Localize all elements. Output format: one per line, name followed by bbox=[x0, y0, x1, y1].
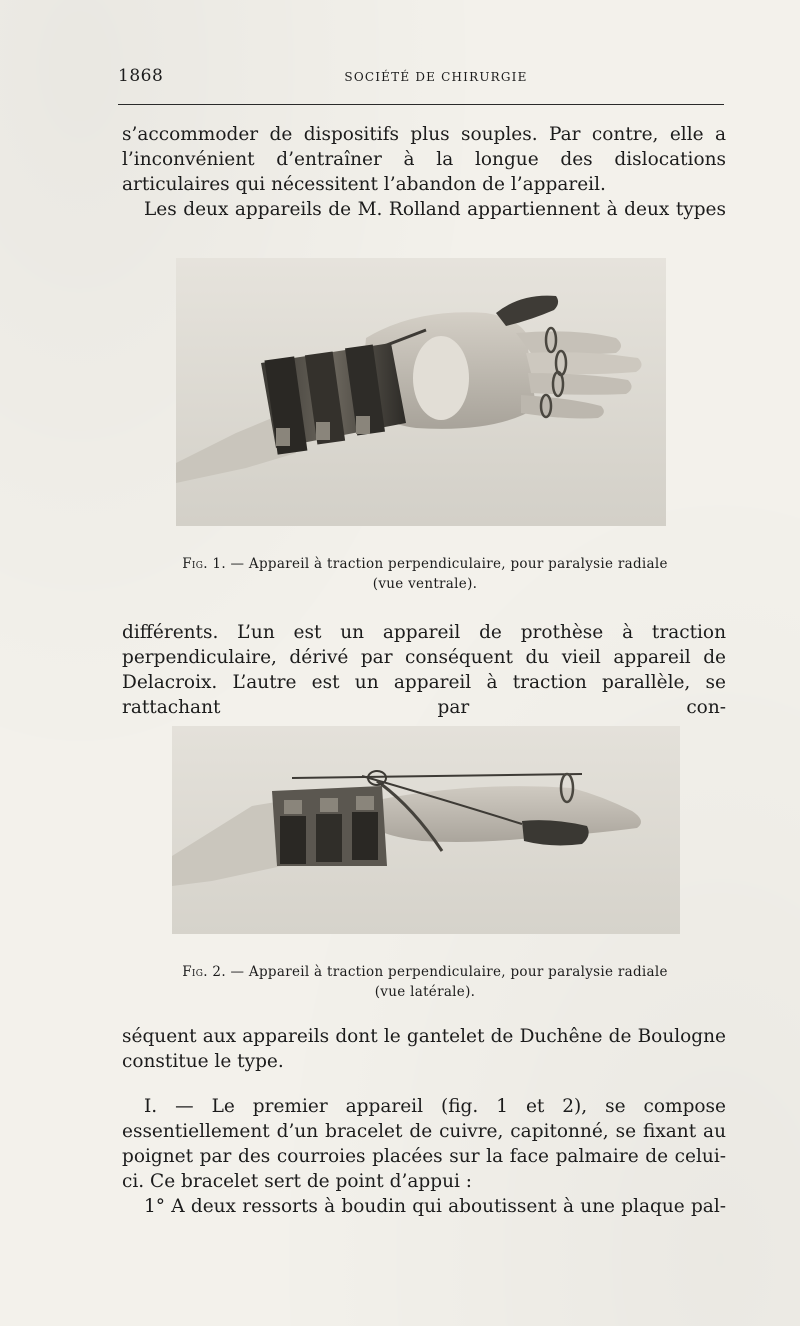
figure-1-label: Fig. 1. bbox=[182, 556, 226, 572]
running-head bbox=[118, 66, 724, 90]
figure-1-caption-line bbox=[130, 554, 720, 574]
text-block-bottom bbox=[122, 1024, 726, 1219]
paragraph-types-continued: différents. L’un est un appareil de prothèse à traction perpendiculaire, dérivé par conséquent du vieil appareil de Delacroix. L’autre est un appareil à traction parallèle, se rattachant par con- bbox=[122, 622, 726, 718]
journal-title: SOCIÉTÉ DE CHIRURGIE bbox=[344, 70, 528, 84]
paragraph-premier-appareil: I. — Le premier appareil (fig. 1 et 2), se compose essentiellement d’un bracelet de cuivre, capitonné, se fixant au poignet par des courroies placées sur la face palmaire de celui-ci. Ce bracelet sert de point d’appui : bbox=[122, 1096, 726, 1192]
paragraph-types: Les deux appareils de M. Rolland appartiennent à deux types bbox=[144, 199, 726, 220]
header-rule bbox=[118, 104, 724, 105]
paragraph-ressorts: 1° A deux ressorts à boudin qui aboutissent à une plaque pal- bbox=[144, 1196, 726, 1217]
page-number: 1868 bbox=[118, 66, 164, 86]
figure-2-label: Fig. 2. bbox=[182, 964, 226, 980]
figure-2-caption-text: — Appareil à traction perpendiculaire, pour paralysie radiale bbox=[230, 964, 668, 980]
figure-1-caption-text: — Appareil à traction perpendiculaire, pour paralysie radiale bbox=[230, 556, 668, 572]
figure-2-caption-cont: (vue latérale). bbox=[374, 984, 476, 1000]
hand-brace-lateral-illustration bbox=[172, 726, 680, 934]
figure-1-caption bbox=[130, 554, 720, 594]
figure-2-caption bbox=[130, 962, 720, 1002]
text-block-top bbox=[122, 122, 726, 222]
figure-1-photo bbox=[176, 258, 666, 526]
paragraph-continuation: s’accommoder de dispositifs plus souples. Par contre, elle a l’inconvénient d’entraîner à la longue des dislocations articulaires qui nécessitent l’abandon de l’appareil. bbox=[122, 124, 726, 195]
hand-brace-ventral-illustration bbox=[176, 258, 666, 526]
figure-1-caption-cont: (vue ventrale). bbox=[372, 576, 478, 592]
figure-2-photo bbox=[172, 726, 680, 934]
paragraph-sequent: séquent aux appareils dont le gantelet de Duchêne de Boulogne constitue le type. bbox=[122, 1026, 726, 1072]
text-block-middle bbox=[122, 620, 726, 720]
figure-2-caption-line bbox=[130, 962, 720, 982]
